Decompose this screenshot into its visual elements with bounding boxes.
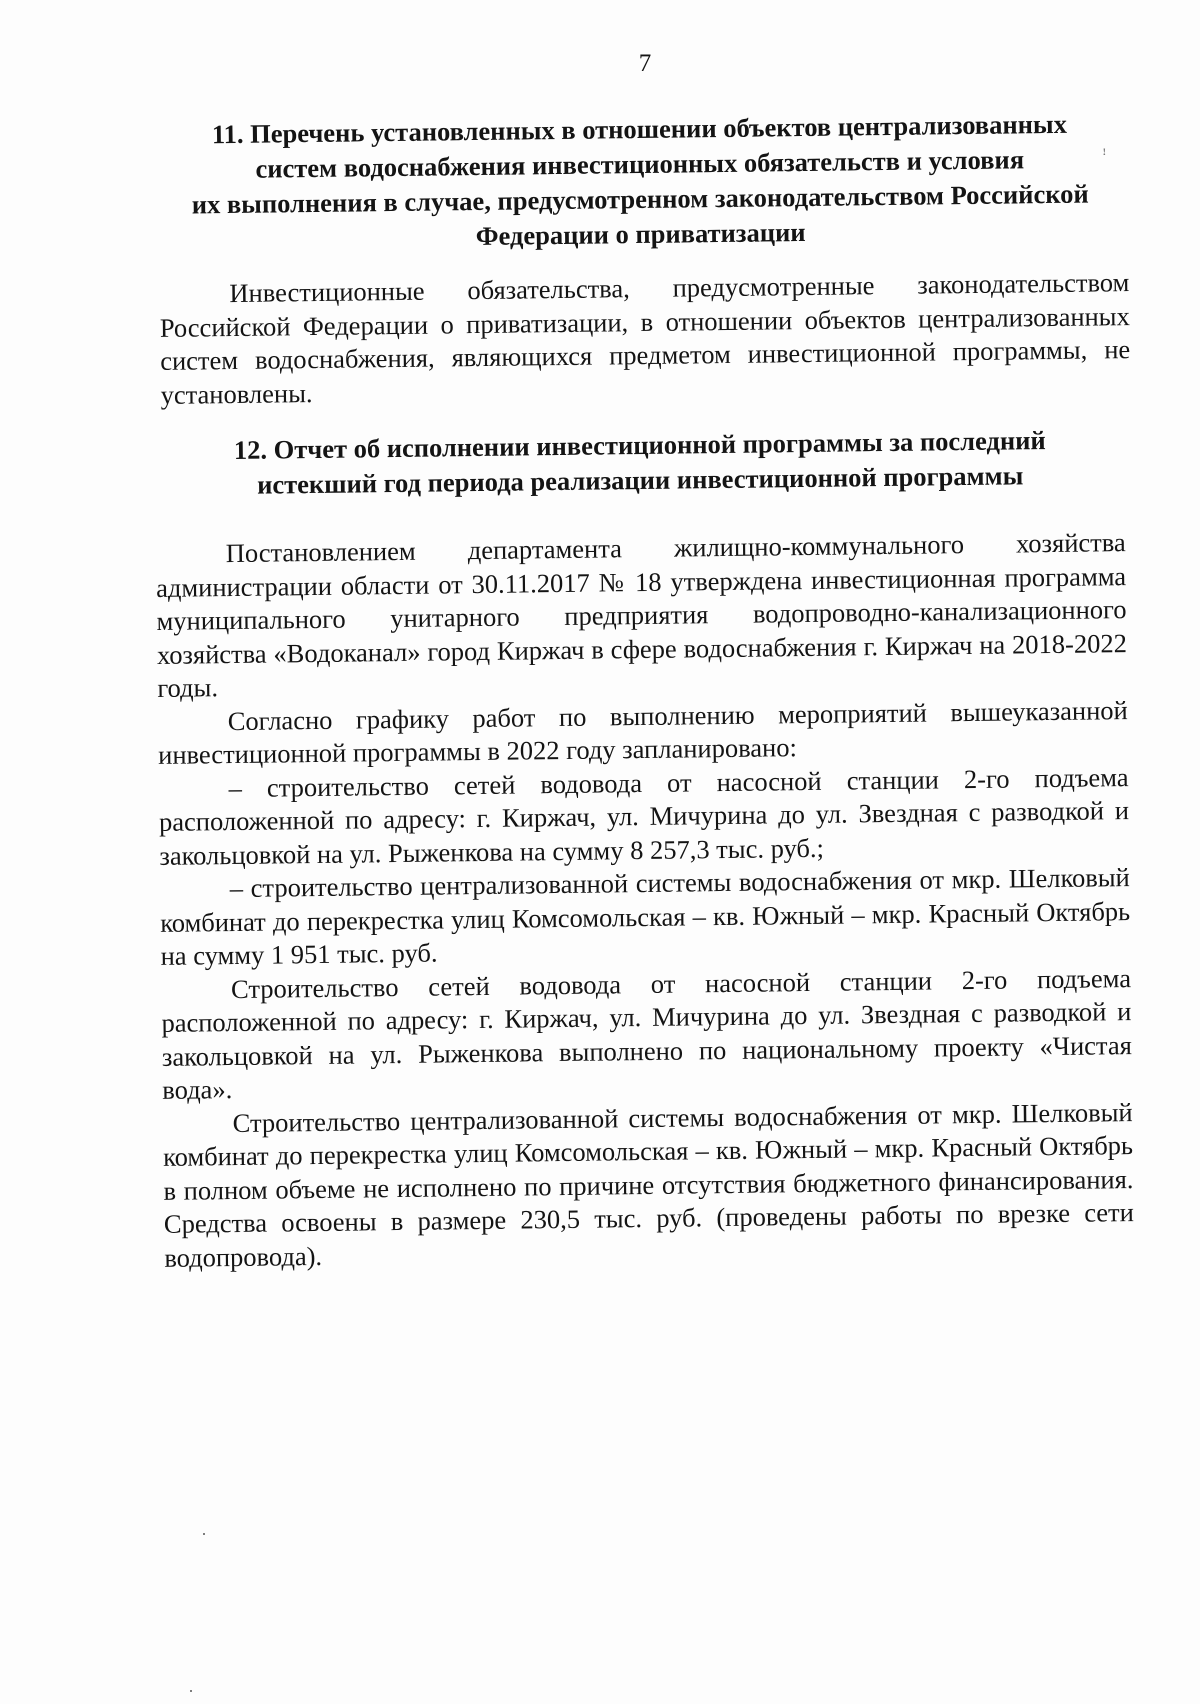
section-12-body — [156, 526, 1135, 1275]
section-12-bullet-item: – строительство сетей водовода от насосной станции 2-го подъема расположенной по адресу: г. Киржач, ул. Мичурина до ул. Звездная с разводкой и закольцовкой на ул. Рыженкова на сумму 8 257,3 тыс. руб.; — [158, 761, 1130, 871]
section-11-heading-line: Федерации о приватизации — [475, 216, 806, 252]
scan-speck — [190, 1690, 192, 1692]
section-12-paragraph: Согласно графику работ по выполнению мероприятий вышеуказанной инвестиционной программы в 2022 году запланировано: — [158, 694, 1128, 770]
section-11-heading-line: систем водоснабжения инвестиционных обязательств и условия — [255, 144, 1025, 184]
section-12-heading-line: истекший год периода реализации инвестиционной программы — [256, 460, 1024, 500]
section-11-heading-line: 11. Перечень установленных в отношении объектов централизованных — [211, 108, 1068, 150]
section-11-heading-line: их выполнения в случае, предусмотренном законодательством Российской — [191, 178, 1089, 220]
section-12-paragraph: Постановлением департамента жилищно-коммунального хозяйства администрации области от 30.11.2017 № 18 утверждена инвестиционная программа муниципального унитарного предприятия водопроводно-канализационного хозяйства «Водоканал» город Киржач в сфере водоснабжения г. Киржач на 2018-2022 годы. — [155, 527, 1128, 703]
section-12-heading — [160, 422, 1121, 504]
section-12-bullet-item: – строительство централизованной системы водоснабжения от мкр. Шелковый комбинат до перекрестка улиц Комсомольская – кв. Южный – мкр. Красный Октябрь на сумму 1 951 тыс. руб. — [160, 862, 1131, 971]
page-number: 7 — [638, 50, 652, 77]
section-11-body — [159, 266, 1131, 412]
section-12-heading-line: 12. Отчет об исполнении инвестиционной программы за последний — [233, 425, 1046, 465]
section-11-paragraph: Инвестиционные обязательства, предусмотренные законодательством Российской Федерации о приватизации, в отношении объектов централизованных систем водоснабжения, являющихся предметом инвестиционной программы, не установлены. — [159, 267, 1131, 410]
scan-speck — [203, 1533, 205, 1535]
section-11-heading — [159, 106, 1121, 258]
section-12-paragraph: Строительство сетей водовода от насосной станции 2-го подъема расположенной по адресу: г. Киржач, ул. Мичурина до ул. Звездная с разводкой и закольцовкой на ул. Рыженкова выполнено по национальному проекту «Чистая вода». — [161, 962, 1132, 1105]
scan-artifact-mark: ꜝ — [1102, 150, 1107, 165]
section-12-paragraph: Строительство централизованной системы водоснабжения от мкр. Шелковый комбинат до перекрестка улиц Комсомольская – кв. Южный – мкр. Красный Октябрь в полном объеме не исполнено по причине отсутствия бюджетного финансирования. Средства освоены в размере 230,5 тыс. руб. (проведены работы по врезке сети водопровода). — [162, 1096, 1135, 1273]
